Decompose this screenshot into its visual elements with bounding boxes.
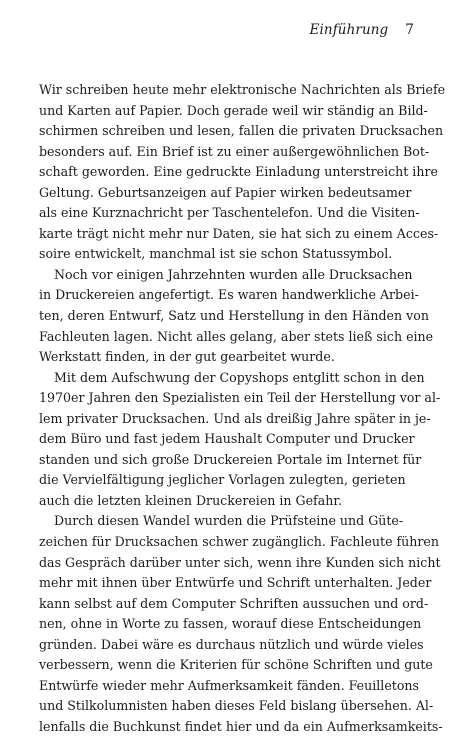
text-line: nen, ohne in Worte zu fassen, worauf diese Entscheidungen	[39, 616, 422, 632]
text-line: 1970er Jahren den Spezialisten ein Teil der Herstellung vor al-	[39, 390, 441, 406]
text-line: kann selbst auf dem Computer Schriften aussuchen und ord-	[39, 595, 429, 611]
body-text	[39, 80, 446, 738]
text-line: und Stilkolumnisten haben dieses Feld bislang übersehen. Al-	[39, 698, 434, 714]
text-line: standen und sich große Druckereien Portale im Internet für	[39, 451, 422, 467]
text-line: Wir schreiben heute mehr elektronische Nachrichten als Briefe	[39, 82, 446, 97]
paragraph	[39, 368, 441, 512]
text-line: Noch vor einigen Jahrzehnten wurden alle Drucksachen	[54, 266, 413, 282]
text-line: lenfalls die Buchkunst findet hier und da ein Aufmerksamkeits-	[39, 718, 443, 734]
text-line: soire entwickelt, manchmal ist sie schon Statussymbol.	[39, 246, 393, 262]
text-line: mehr mit ihnen über Entwürfe und Schrift unterhalten. Jeder	[39, 575, 432, 591]
chapter-title: Einführung	[309, 22, 389, 38]
paragraph	[39, 511, 443, 737]
text-line: dem Büro und fast jedem Haushalt Computer und Drucker	[39, 431, 415, 447]
text-line: das Gespräch darüber unter sich, wenn ihre Kunden sich nicht	[39, 554, 441, 570]
text-line: Durch diesen Wandel wurden die Prüfsteine und Güte-	[54, 513, 404, 529]
text-line: lem privater Drucksachen. Und als dreißig Jahre später in je-	[39, 410, 431, 426]
text-line: auch die letzten kleinen Druckereien in Gefahr.	[39, 492, 342, 508]
text-line: schirmen schreiben und lesen, fallen die privaten Drucksachen	[39, 123, 444, 139]
text-line: und Karten auf Papier. Doch gerade weil wir ständig an Bild-	[39, 102, 428, 118]
text-line: Werkstatt finden, in der gut gearbeitet wurde.	[39, 349, 335, 365]
text-line: in Druckereien angefertigt. Es waren handwerkliche Arbei-	[39, 287, 419, 303]
text-line: Geltung. Geburtsanzeigen auf Papier wirken bedeutsamer	[39, 184, 412, 200]
text-line: gründen. Dabei wäre es durchaus nützlich und würde vieles	[39, 636, 424, 652]
text-line: besonders auf. Ein Brief ist zu einer außergewöhnlichen Bot-	[39, 143, 430, 159]
paragraph	[39, 80, 446, 265]
text-line: karte trägt nicht mehr nur Daten, sie hat sich zu einem Acces-	[39, 225, 439, 241]
text-line: Entwürfe wieder mehr Aufmerksamkeit fänden. Feuilletons	[39, 677, 420, 693]
text-line: als eine Kurznachricht per Taschentelefon. Und die Visiten-	[39, 205, 420, 221]
text-line: verbessern, wenn die Kriterien für schöne Schriften und gute	[39, 657, 433, 673]
text-line: Mit dem Aufschwung der Copyshops entglitt schon in den	[54, 369, 425, 385]
text-line: zeichen für Drucksachen schwer zugänglich. Fachleute führen	[39, 534, 439, 550]
page-number: 7	[405, 22, 414, 38]
text-line: Fachleuten lagen. Nicht alles gelang, aber stets ließ sich eine	[39, 328, 434, 344]
paragraph	[39, 265, 434, 368]
text-line: die Vervielfältigung jeglicher Vorlagen zulegten, gerieten	[39, 472, 406, 488]
running-head	[310, 22, 414, 38]
text-line: schaft geworden. Eine gedruckte Einladung unterstreicht ihre	[39, 164, 438, 180]
text-line: ten, deren Entwurf, Satz und Herstellung in den Händen von	[39, 308, 429, 324]
